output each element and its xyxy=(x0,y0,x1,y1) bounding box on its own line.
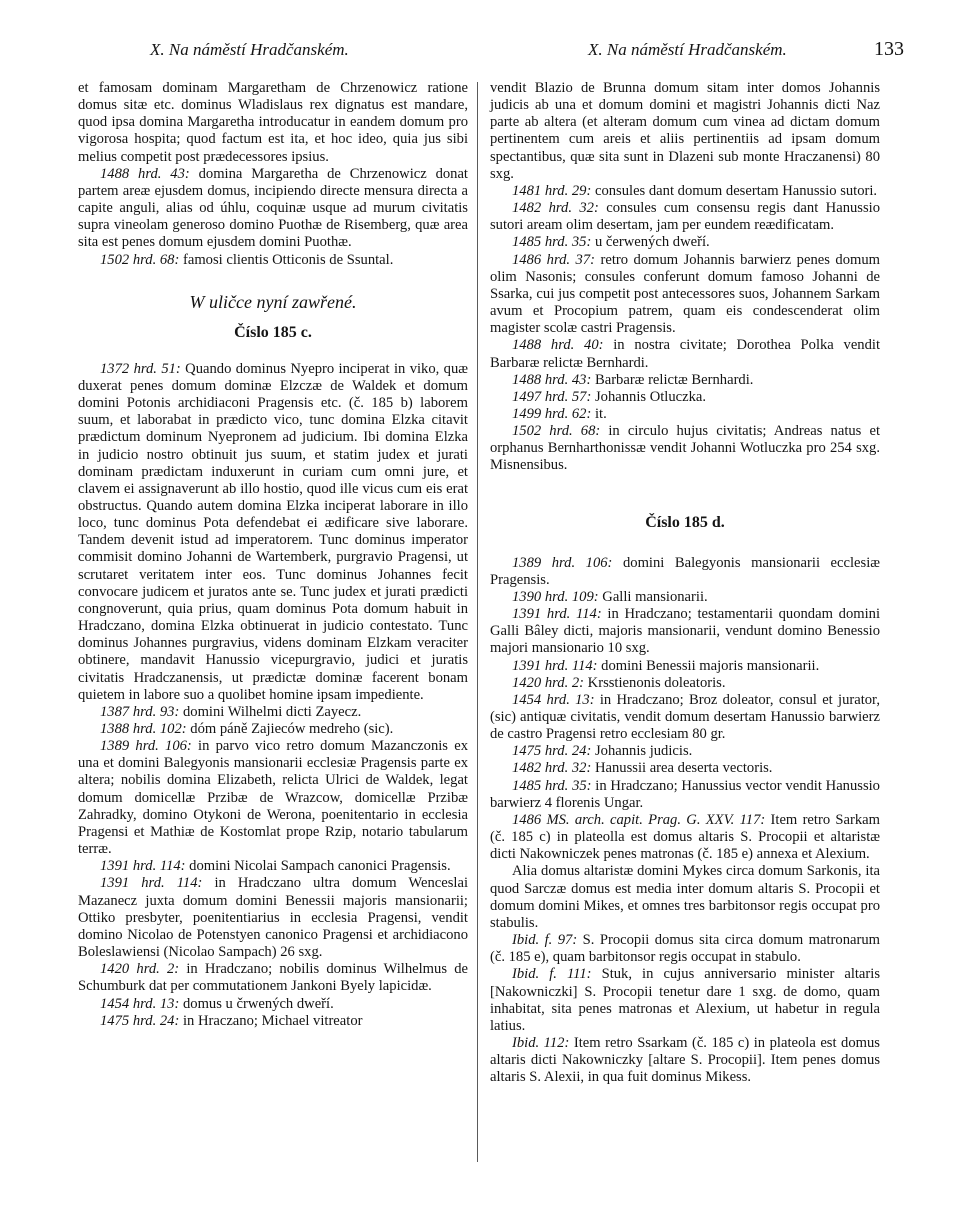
source-reference: Ibid. 112: xyxy=(512,1034,570,1051)
entry-text: in Hradczano; Hanussius vector vendit Hanussio barwierz 4 florenis Ungar. xyxy=(490,777,880,811)
source-reference: 1389 hrd. 106: xyxy=(100,738,192,755)
entry xyxy=(78,1013,468,1030)
entry xyxy=(490,555,880,589)
entry-text: it. xyxy=(591,405,607,422)
entry xyxy=(490,372,880,389)
entry xyxy=(490,863,880,932)
entry-text: Galli mansionarii. xyxy=(598,588,708,605)
entry-text: Hanussii area deserta vectoris. xyxy=(591,760,773,777)
entry xyxy=(490,183,880,200)
entry-text: dóm páně Zajieców medreho (sic). xyxy=(186,721,394,737)
entry xyxy=(490,675,880,692)
entry-text: Stuk, in cujus anniversario minister altaris [Nakowniczki] S. Procopii tenetur dare 1 sxg. de domo, quam inhabitat, sita penes matronas et Alexium, ut habetur in regula latius. xyxy=(490,966,881,1034)
entry xyxy=(490,606,880,657)
source-reference: 1488 hrd. 43: xyxy=(100,165,190,182)
entry-text: Johannis Otluczka. xyxy=(591,388,707,405)
right-column xyxy=(490,80,880,1086)
column-divider xyxy=(477,82,478,1162)
source-reference: 1454 hrd. 13: xyxy=(512,691,595,708)
entry-text: in parvo vico retro domum Mazanczonis ex una et domini Balegyonis mansionarii ecclesiæ Pragensis parte ex altera; nobilis domina Elizabeth, relicta Ulrici de Waldek, legat domum domicellæ Przibæ de Wrazcow, domicellæ Przibæ Zahradky, domino Otykoni de Werona, poenitentario in ecclesia Pragensi et Mathiæ de Kostomlat prope Rzip, notario tabularum terræ. xyxy=(78,738,468,858)
entry xyxy=(78,252,468,269)
source-reference: 1482 hrd. 32: xyxy=(512,760,592,777)
source-reference: 1387 hrd. 93: xyxy=(100,703,180,720)
entry-list xyxy=(490,555,880,1087)
entry-text: domini Wilhelmi dicti Zayecz. xyxy=(179,703,362,720)
source-reference: 1499 hrd. 62: xyxy=(512,405,592,422)
running-header xyxy=(0,40,960,70)
entry-list xyxy=(490,183,880,475)
entry-text: in circulo hujus civitatis; Andreas natus et orphanus Bernharthonissæ vendit Johanni Wotluczka pro 254 sxg. Misnensibus. xyxy=(490,423,880,474)
entry-text: Johannis judicis. xyxy=(591,743,693,760)
entry-text: retro domum Johannis barwierz penes domum olim Nasonis; consules conferunt domum famoso Johanni de Ssarka, cui jus competit post antecessores suos, Johannem Sarkam avum et Procopium patrem, quam eis condescenderat olim magister scolæ castri Pragensis. xyxy=(490,251,880,337)
entry-text: in Hradczano ultra domum Wenceslai Mazanecz juxta domum domini Benessii majoris mansionarii; Ottiko presbyter, poenitentiarius in ecclesia Pragensi, vendit domino Nicolao de Potenstyen canonico Pragensi et archidiacono Boleslawiensi (Nicolao Sampach) 26 sxg. xyxy=(78,875,468,961)
source-reference: 1391 hrd. 114: xyxy=(100,858,186,875)
entry xyxy=(78,166,468,252)
entry xyxy=(490,423,880,474)
entry xyxy=(490,812,880,863)
source-reference: 1391 hrd. 114: xyxy=(100,875,203,892)
entry xyxy=(78,961,468,995)
running-head-right: X. Na náměstí Hradčanském. xyxy=(588,40,787,59)
source-reference: 1372 hrd. 51: xyxy=(100,360,181,377)
source-reference: 1482 hrd. 32: xyxy=(512,200,599,217)
source-reference: 1454 hrd. 13: xyxy=(100,995,180,1012)
entry-list xyxy=(78,361,468,1030)
source-reference: 1488 hrd. 40: xyxy=(512,337,604,354)
entry-text: in Hraczano; Michael vitreator xyxy=(179,1012,363,1029)
entry xyxy=(490,389,880,406)
source-reference: 1389 hrd. 106: xyxy=(512,554,613,571)
source-reference: Ibid. f. 97: xyxy=(512,932,578,949)
source-reference: 1391 hrd. 114: xyxy=(512,657,598,674)
entry-text: in Hradczano; nobilis dominus Wilhelmus de Schumburk dat per commutationem Jankoni Byely lapicidæ. xyxy=(78,961,468,995)
entry xyxy=(78,361,468,704)
source-reference: 1502 hrd. 68: xyxy=(100,251,180,268)
entry-text: domini Nicolai Sampach canonici Pragensis. xyxy=(185,858,451,875)
page-number: 133 xyxy=(874,38,904,60)
entry-text: S. Procopii domus sita circa domum matronarum (č. 185 e), quam barbitonsor regis occupat in stabulo. xyxy=(490,932,880,966)
entry xyxy=(490,692,880,743)
entry xyxy=(490,589,880,606)
source-reference: 1420 hrd. 2: xyxy=(100,961,180,978)
section-number: Číslo 185 d. xyxy=(645,513,725,531)
entry-text: Barbaræ relictæ Bernhardi. xyxy=(591,371,754,388)
entry xyxy=(490,966,880,1035)
entry-text: domini Benessii majoris mansionarii. xyxy=(597,657,820,674)
source-reference: 1475 hrd. 24: xyxy=(100,1012,180,1029)
source-reference: 1390 hrd. 109: xyxy=(512,588,599,605)
source-reference: 1486 MS. arch. capit. Prag. G. XXV. 117: xyxy=(512,811,766,828)
entry xyxy=(490,778,880,812)
entry-text: domus u črwených dweří. xyxy=(179,995,334,1012)
source-reference: 1485 hrd. 35: xyxy=(512,777,592,794)
entry-text: in Hradczano; Broz doleator, consul et jurator, (sic) antiquæ civitatis, vendit domum desertam Hanussio barwierz de castro Pragensi retro ecclesiam 80 gr. xyxy=(490,691,880,743)
entry-text: Alia domus altaristæ domini Mykes circa domum Sarkonis, ita quod Sarczæ domus est media inter domum altaris S. Procopii et domum domini Mikes, et omnes tres barbitonsor regis occupat pro stabulis. xyxy=(490,863,880,931)
entry-text: Item retro Sarkam (č. 185 c) in plateolla est domus altaris S. Procopii et altaristæ dicti Nakowniczek penes matronas (č. 185 e) annexa et Alexium. xyxy=(490,811,880,863)
source-reference: 1475 hrd. 24: xyxy=(512,743,592,760)
entry xyxy=(78,721,468,738)
entry-list xyxy=(78,166,468,269)
running-head-left: X. Na náměstí Hradčanském. xyxy=(150,40,349,59)
entry xyxy=(78,704,468,721)
entry xyxy=(490,1035,880,1086)
source-reference: 1488 hrd. 43: xyxy=(512,371,592,388)
entry xyxy=(490,743,880,760)
entry-text: in Hradczano; testamentarii quondam domini Galli Bâley dicti, majoris mansionarii, vendunt domino Benessio majori mansionario 10 sxg. xyxy=(490,606,880,657)
entry xyxy=(78,996,468,1013)
entry xyxy=(78,858,468,875)
source-reference: 1486 hrd. 37: xyxy=(512,251,595,268)
entry-text: consules dant domum desertam Hanussio sutori. xyxy=(591,182,878,199)
source-reference: 1420 hrd. 2: xyxy=(512,674,585,691)
section-number: Číslo 185 c. xyxy=(234,323,312,341)
entry xyxy=(490,252,880,338)
source-reference: 1481 hrd. 29: xyxy=(512,182,592,199)
entry xyxy=(490,658,880,675)
paragraph: et famosam dominam Margaretham de Chrzenowicz ratione domus sitæ etc. dominus Wladislaus rex dignatus est mandare, quod ipsa domina Margaretha introducatur in eandem domum pro vigorosa hospita; quod factum est ita, et hoc ideo, quia jus sibi melius competit post prædecessores ipsius. xyxy=(78,80,468,165)
entry xyxy=(78,875,468,961)
entry-text: famosi clientis Otticonis de Ssuntal. xyxy=(179,251,394,268)
entry-text: consules cum consensu regis dant Hanussio sutori aream olim desertam, jam per eundem reædificatam. xyxy=(490,200,880,234)
source-reference: Ibid. f. 111: xyxy=(512,966,592,983)
entry-text: in nostra civitate; Dorothea Polka vendit Barbaræ relictæ Bernhardi. xyxy=(490,337,880,371)
entry-text: domina Margaretha de Chrzenowicz donat partem areæ ejusdem domus, incipiendo directe mensura directa a capite anguli, alias od úhlu, coquinæ usque ad murum civitatis supra vineolam generoso domino Puothæ de Risemberg, quæ area sita est penes domum ejusdem domini Puothæ. xyxy=(78,165,468,251)
entry-text: domini Balegyonis mansionarii ecclesiæ Pragensis. xyxy=(490,554,880,588)
entry-text: Krsstienonis doleatoris. xyxy=(584,674,726,691)
subheading: W uličce nyní zawřené. xyxy=(189,291,357,312)
source-reference: 1391 hrd. 114: xyxy=(512,606,602,623)
entry xyxy=(490,406,880,423)
entry xyxy=(490,337,880,371)
left-column xyxy=(78,80,468,1030)
entry-text: Quando dominus Nyepro inciperat in viko, quæ duxerat penes domum dominæ Elzczæ de Waldek et domum domini Potonis archidiaconi Pragensis etc. (č. 185 b) laborem suum, et laborabat in prædicto vico, tunc domina Elzka citavit prædictum dominum Nyepronem ad judicium. Ibi domina Elzka in judicio nostro obtinuit jus suum, et statim judex et jurati dominam prædictam induxerunt in curiam cum omni jure, et clavem ei assignaverunt ab illo hostio, quod ille vicus cum eis erat obstructus. Quando autem domina Elzka inciperat laborare in illo loco, tunc dominus Pota defendebat ei ædificare sive laborare. Tandem devenit istud ad imperatorem. Tunc dominus imperator commisit domino Johanni de Wartemberk, purgravio Pragensi, ut scrutaret veritatem inter eos. Tunc dominus Johannes fecit convocare judicem et juratos ante se. Tunc judex et jurati prædicti congnoverunt, quia prius, quam dominus Pota domum habuit in Hradczano, domina Elzka obtinuerat in judicio contestato. Tunc dominus Johannes purgravius, videns dominam Elzkam veraciter obtinere, mandavit Hanussio vicepurgravio, judici et juratis civitatis Hradczanensis, ut prædictæ dominæ facerent bonam quietem in labore suo a quolibet homine ipsam impediente. xyxy=(78,360,468,703)
entry xyxy=(490,234,880,251)
entry xyxy=(490,760,880,777)
source-reference: 1485 hrd. 35: xyxy=(512,234,592,251)
source-reference: 1497 hrd. 57: xyxy=(512,388,592,405)
entry-text: u čerwených dweří. xyxy=(591,234,710,251)
entry xyxy=(490,932,880,966)
source-reference: 1388 hrd. 102: xyxy=(100,721,187,737)
paragraph: vendit Blazio de Brunna domum sitam inter domos Johannis judicis ab una et domum domini et magistri Johannis dicti Naz parte ab altera (et alteram domum cum vinea ad dictam domum pertinentem cum areis et aliis pertinentiis ad ipsam domum spectantibus, quæ sita sunt in Dlazeni sub monte Hraczanensi) 80 sxg. xyxy=(490,80,880,182)
source-reference: 1502 hrd. 68: xyxy=(512,423,601,440)
entry-text: Item retro Ssarkam (č. 185 c) in plateola est domus altaris dicti Nakowniczky [altare S. Procopii]. Item penes domus altaris S. Alexii, in qua fuit dominus Mikess. xyxy=(490,1034,880,1086)
entry xyxy=(490,200,880,234)
entry xyxy=(78,738,468,858)
